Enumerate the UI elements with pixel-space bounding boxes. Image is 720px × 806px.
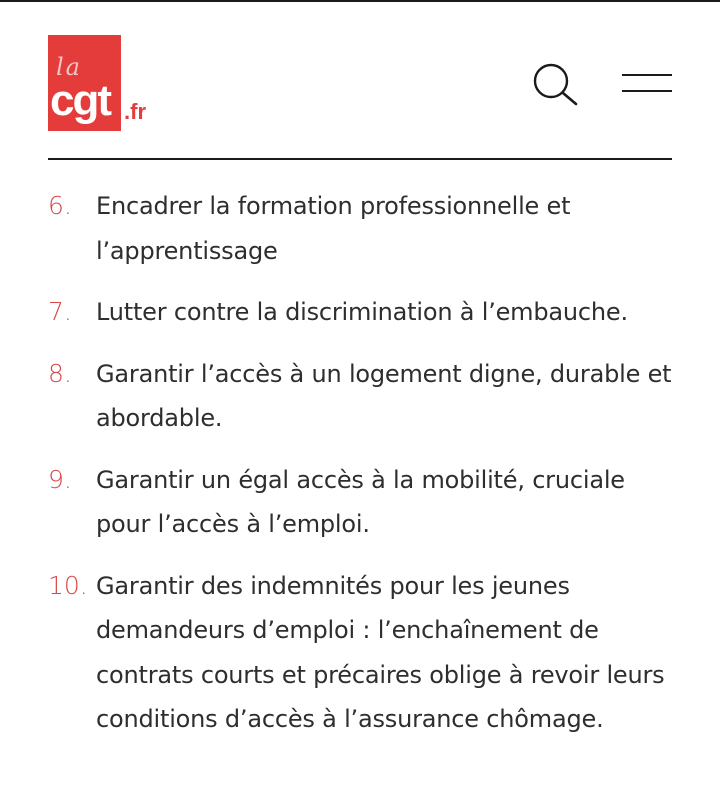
menu-bar-top — [622, 74, 672, 76]
cgt-logo[interactable] — [48, 35, 146, 131]
list-item-number: 9. — [48, 464, 72, 494]
search-button[interactable] — [530, 60, 580, 106]
list-item-number: 7. — [48, 297, 72, 326]
logo-la-text: la — [56, 53, 82, 81]
demands-list — [0, 184, 720, 759]
top-edge-divider — [0, 0, 720, 2]
logo-fr-text: .fr — [124, 99, 146, 124]
list-item — [0, 352, 720, 441]
list-item — [0, 458, 720, 547]
menu-button[interactable] — [622, 68, 674, 98]
list-item-text: Encadrer la formation professionnelle et l’apprentissage — [96, 192, 571, 265]
list-item-number: 10. — [48, 570, 88, 600]
menu-bar-bottom — [622, 90, 672, 92]
logo-cgt-text: cgt — [50, 76, 110, 125]
list-item-text: Garantir des indemnités pour les jeunes demandeurs d’emploi : l’enchaînement de contrats courts et précaires oblige à revoir leurs conditions d’accès à l’assurance chômage. — [96, 571, 665, 733]
list-item-text: Garantir un égal accès à la mobilité, cruciale pour l’accès à l’emploi. — [96, 465, 625, 538]
list-item — [0, 290, 720, 335]
list-item-number: 8. — [48, 358, 72, 388]
header-divider — [48, 158, 672, 160]
list-item-text: Garantir l’accès à un logement digne, durable et abordable. — [96, 359, 672, 432]
list-item-text: Lutter contre la discrimination à l’embauche. — [96, 298, 628, 326]
list-item — [0, 564, 720, 742]
list-item-number: 6. — [48, 191, 72, 220]
search-icon — [530, 60, 580, 106]
list-item — [0, 184, 720, 273]
